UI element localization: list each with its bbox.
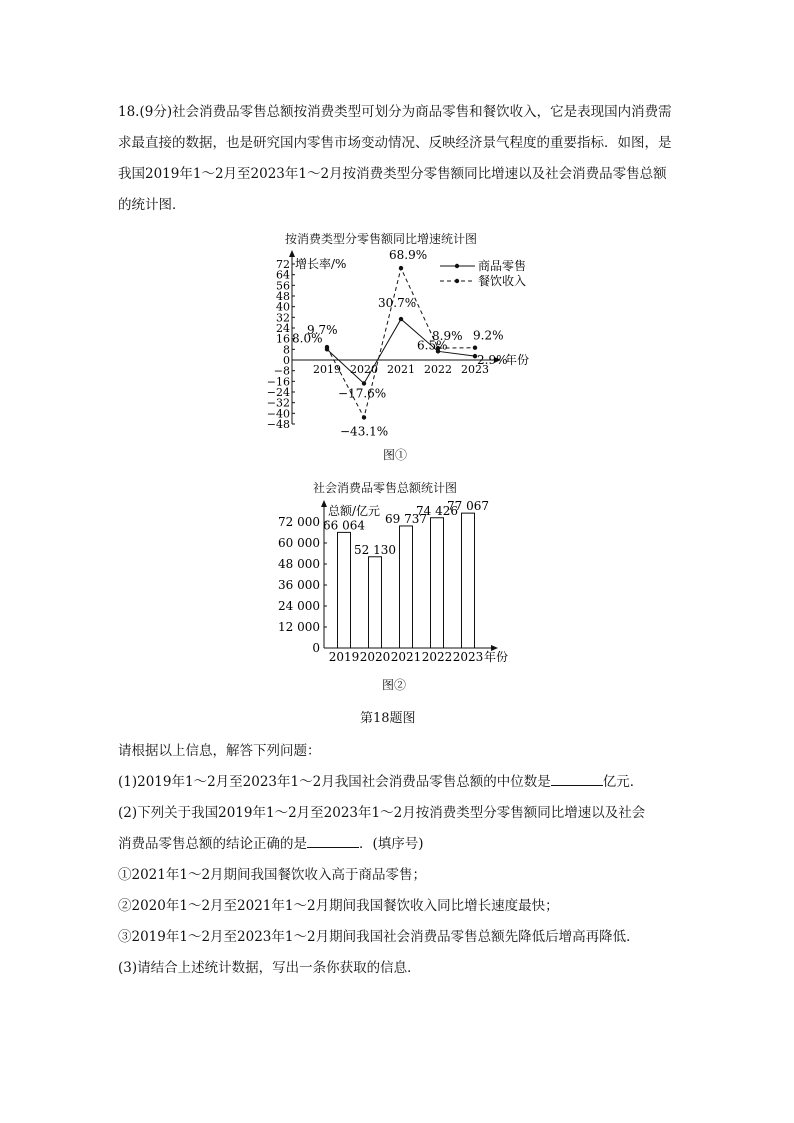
question-2-note: ．(填序号) bbox=[359, 836, 424, 852]
bar-value-label: 69 737 bbox=[385, 511, 427, 526]
bar-value-label: 66 064 bbox=[323, 518, 365, 533]
x-tick-label: 2020 bbox=[350, 363, 378, 376]
y-axis-label: 增长率/% bbox=[295, 257, 347, 271]
y-tick-label: −40 bbox=[266, 407, 290, 421]
x-tick-label: 2019 bbox=[328, 650, 360, 664]
x-tick-label: 2023 bbox=[461, 363, 489, 376]
x-tick-label: 2022 bbox=[424, 363, 452, 376]
y-tick-label: −24 bbox=[266, 386, 290, 399]
question-prompt: 请根据以上信息，解答下列问题： bbox=[118, 743, 321, 759]
bar bbox=[431, 518, 444, 648]
answer-blank-1 bbox=[551, 773, 603, 786]
y-tick-label: −32 bbox=[266, 396, 290, 410]
bar-chart-title: 社会消费品零售总额统计图 bbox=[313, 481, 458, 495]
y-tick-label: 60 000 bbox=[278, 536, 320, 550]
y-tick-label: 40 bbox=[276, 300, 290, 314]
y-axis-arrow bbox=[289, 250, 295, 257]
question-2-line-1: (2)下列关于我国2019年1～2月至2023年1～2月按消费类型分零售额同比增速以及社会 bbox=[118, 805, 646, 821]
figure-1-caption: 图① bbox=[383, 448, 408, 462]
data-label: 68.9% bbox=[389, 248, 428, 263]
y-tick-label: −16 bbox=[266, 375, 290, 389]
figure-2-caption: 图② bbox=[382, 678, 407, 692]
bar-value-label: 77 067 bbox=[447, 499, 489, 514]
data-point bbox=[399, 266, 403, 270]
question-intro: 18.(9分)社会消费品零售总额按消费类型可划分为商品零售和餐饮收入，它是表现国内消费需求最直接的数据，也是研究国内零售市场变动情况、反映经济景气程度的重要指标．如图，是我国2019年1～2月至2023年1～2月按消费类型分零售额同比增速以及社会消费品零售总额的统计图． bbox=[118, 104, 672, 213]
y-axis-label: 总额/亿元 bbox=[328, 504, 381, 518]
y-tick-label: 48 bbox=[276, 290, 290, 303]
bar bbox=[462, 513, 475, 648]
data-label: 9.2% bbox=[473, 328, 504, 343]
x-tick-label: 2021 bbox=[387, 363, 415, 376]
question-2-line-2 bbox=[118, 832, 424, 852]
question-1-text: (1)2019年1～2月至2023年1～2月我国社会消费品零售总额的中位数是 bbox=[118, 774, 551, 790]
y-tick-label: 64 bbox=[276, 268, 290, 282]
question-2-text: 消费品零售总额的结论正确的是 bbox=[118, 836, 307, 852]
data-label: −17.6% bbox=[338, 386, 387, 401]
data-point bbox=[362, 381, 366, 385]
legend-label-1: 商品零售 bbox=[478, 259, 527, 273]
data-point bbox=[325, 345, 329, 349]
y-tick-label: 32 bbox=[276, 311, 290, 325]
answer-blank-2 bbox=[307, 835, 359, 848]
x-axis-label: 年份 bbox=[505, 353, 530, 367]
y-tick-label: 12 000 bbox=[278, 620, 320, 634]
data-point bbox=[473, 346, 477, 350]
y-axis-arrow bbox=[321, 500, 327, 507]
y-tick-label: 24 000 bbox=[278, 599, 320, 613]
y-tick-label: 56 bbox=[276, 279, 290, 293]
y-tick-label: 0 bbox=[312, 641, 320, 655]
option-3: ③2019年1～2月至2023年1～2月期间我国社会消费品零售总额先降低后增高再降低． bbox=[118, 929, 640, 945]
question-3: (3)请结合上述统计数据，写出一条你获取的信息． bbox=[118, 960, 421, 976]
y-tick-label: 36 000 bbox=[278, 578, 320, 592]
x-tick-label: 2019 bbox=[313, 363, 341, 376]
option-2: ②2020年1～2月至2021年1～2月期间我国餐饮收入同比增长速度最快； bbox=[118, 898, 559, 914]
y-tick-label: −8 bbox=[273, 364, 290, 378]
bar-value-label: 74 426 bbox=[416, 503, 458, 518]
y-tick-label: 24 bbox=[276, 322, 290, 335]
data-label: 6.5% bbox=[417, 338, 448, 353]
x-tick-label: 2020 bbox=[359, 650, 391, 664]
bar bbox=[338, 532, 351, 648]
legend-label-2: 餐饮收入 bbox=[478, 274, 527, 288]
y-tick-label: 72 bbox=[276, 258, 290, 271]
data-label: 30.7% bbox=[378, 296, 417, 311]
line-chart-title: 按消费类型分零售额同比增速统计图 bbox=[285, 232, 478, 246]
data-label: 2.9% bbox=[477, 353, 508, 368]
bar bbox=[369, 557, 382, 648]
question-1 bbox=[118, 770, 643, 790]
x-axis-label: 年份 bbox=[484, 650, 509, 664]
figure-caption: 第18题图 bbox=[360, 711, 416, 726]
bar bbox=[400, 526, 413, 648]
y-tick-label: 48 000 bbox=[278, 557, 320, 571]
legend-marker-solid bbox=[455, 264, 459, 268]
x-tick-label: 2021 bbox=[390, 650, 422, 664]
bar-chart bbox=[0, 495, 794, 675]
legend-marker-dashed bbox=[455, 279, 459, 283]
data-label: 9.7% bbox=[307, 323, 338, 338]
y-tick-label: 8 bbox=[283, 343, 290, 357]
x-tick-label: 2022 bbox=[421, 650, 453, 664]
data-label: 8.0% bbox=[292, 331, 323, 346]
data-point bbox=[399, 317, 403, 321]
y-tick-label: −48 bbox=[266, 418, 290, 431]
question-1-unit: 亿元． bbox=[602, 774, 644, 790]
y-tick-label: 0 bbox=[283, 354, 290, 367]
y-tick-label: 72 000 bbox=[278, 515, 320, 529]
data-point bbox=[362, 415, 366, 419]
y-tick-label: 16 bbox=[276, 332, 290, 346]
data-label: −43.1% bbox=[340, 424, 389, 439]
bar-value-label: 52 130 bbox=[354, 542, 396, 557]
option-1: ①2021年1～2月期间我国餐饮收入高于商品零售； bbox=[118, 867, 427, 883]
data-label: 8.9% bbox=[432, 329, 463, 344]
x-tick-label: 2023 bbox=[452, 650, 484, 664]
